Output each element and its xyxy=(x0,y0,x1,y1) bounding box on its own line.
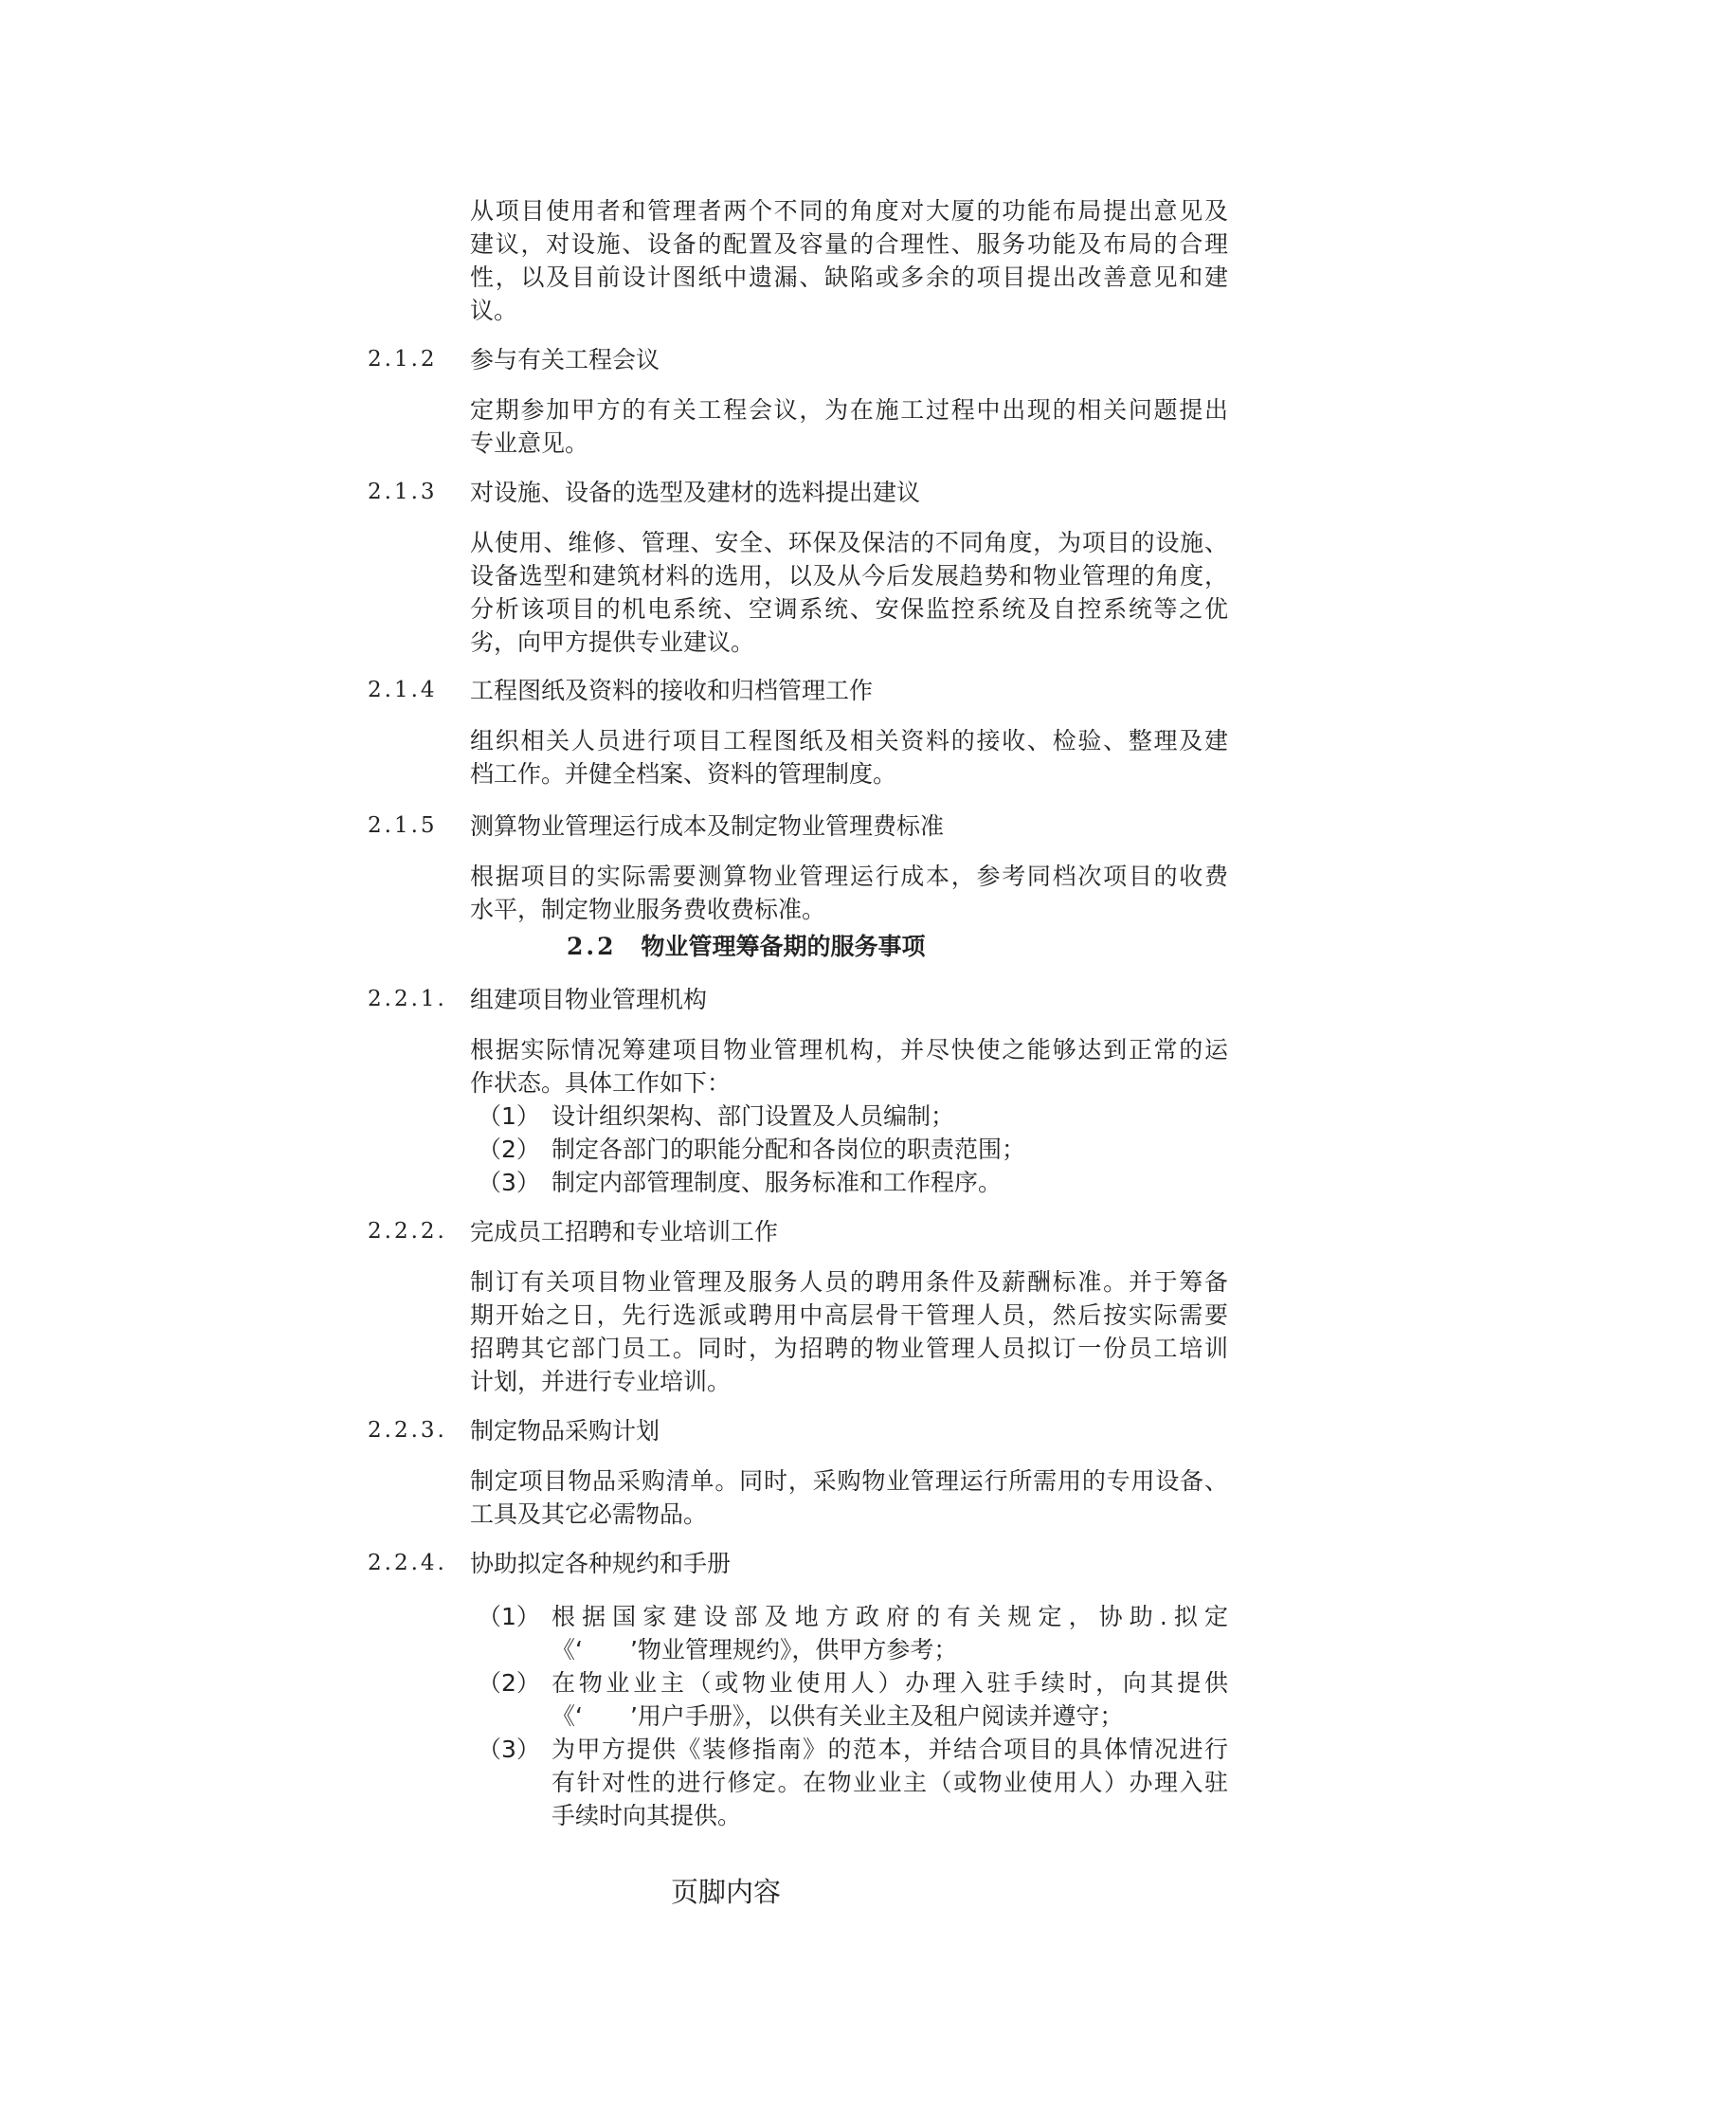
paragraph-line: 为甲方提供《装修指南》的范本，并结合项目的具体情况进行 xyxy=(552,1736,1228,1763)
section-number: 2.1.4 xyxy=(368,678,438,702)
paragraph-line: 作状态。具体工作如下： xyxy=(470,1069,732,1097)
list-item-marker: （1） xyxy=(478,1102,540,1130)
page-footer: 页脚内容 xyxy=(671,1876,782,1908)
paragraph-line: 在物业业主（或物业使用人）办理入驻手续时，向其提供 xyxy=(552,1669,1228,1697)
section-number: 2.1.3 xyxy=(368,480,438,504)
paragraph-line: 招聘其它部门员工。同时，为招聘的物业管理人员拟订一份员工培训 xyxy=(470,1335,1228,1362)
paragraph-line: 档工作。并健全档案、资料的管理制度。 xyxy=(470,760,897,788)
paragraph-line: 专业意见。 xyxy=(470,429,589,457)
list-item-marker: （3） xyxy=(478,1736,540,1763)
paragraph-line: 有针对性的进行修定。在物业业主（或物业使用人）办理入驻 xyxy=(552,1769,1228,1796)
intro-paragraph xyxy=(470,194,1228,327)
paragraph-line: 根据国家建设部及地方政府的有关规定，协助.拟定 xyxy=(552,1603,1228,1630)
section-title: 测算物业管理运行成本及制定物业管理费标准 xyxy=(470,812,945,840)
section-title: 制定物品采购计划 xyxy=(470,1417,660,1445)
list-item-text xyxy=(552,1666,1228,1733)
section-number: 2.2.2. xyxy=(368,1219,447,1244)
paragraph-line: 工具及其它必需物品。 xyxy=(470,1500,708,1528)
paragraph-line: 根据项目的实际需要测算物业管理运行成本，参考同档次项目的收费 xyxy=(470,863,1228,890)
section-title: 完成员工招聘和专业培训工作 xyxy=(470,1218,779,1245)
section-title-text: 物业管理筹备期的服务事项 xyxy=(641,933,926,960)
paragraph-line: 制定项目物品采购清单。同时，采购物业管理运行所需用的专用设备、 xyxy=(470,1467,1228,1495)
list-item-marker: （3） xyxy=(478,1169,540,1196)
paragraph-line: 设备选型和建筑材料的选用，以及从今后发展趋势和物业管理的角度， xyxy=(470,562,1228,590)
list-item-text: 设计组织架构、部门设置及人员编制； xyxy=(552,1102,955,1130)
paragraph-line: 期开始之日，先行选派或聘用中高层骨干管理人员，然后按实际需要 xyxy=(470,1301,1228,1329)
section-number: 2.2.4. xyxy=(368,1551,447,1575)
paragraph-line: 《‘ ’物业管理规约》，供甲方参考； xyxy=(552,1636,958,1663)
paragraph-line: 定期参加甲方的有关工程会议，为在施工过程中出现的相关问题提出 xyxy=(470,396,1228,424)
paragraph-line: 《‘ ’用户手册》，以供有关业主及租户阅读并遵守； xyxy=(552,1702,1124,1730)
section-title: 参与有关工程会议 xyxy=(470,346,660,373)
paragraph-line: 手续时向其提供。 xyxy=(552,1802,742,1829)
paragraph-line: 分析该项目的机电系统、空调系统、安保监控系统及自控系统等之优 xyxy=(470,595,1228,623)
list-item-text: 制定各部门的职能分配和各岗位的职责范围； xyxy=(552,1136,1026,1163)
paragraph-line: 议。 xyxy=(470,297,518,324)
paragraph-line: 建议，对设施、设备的配置及容量的合理性、服务功能及布局的合理 xyxy=(470,230,1228,258)
list-item-text xyxy=(552,1600,1228,1666)
list-item-marker: （2） xyxy=(478,1669,540,1697)
paragraph-line: 劣，向甲方提供专业建议。 xyxy=(470,628,755,656)
section-paragraph-2-2-1 xyxy=(470,1033,1228,1100)
section-paragraph-2-1-4 xyxy=(470,724,1228,791)
section-paragraph-2-1-5 xyxy=(470,860,1228,926)
paragraph-line: 水平，制定物业服务费收费标准。 xyxy=(470,896,826,923)
paragraph-line: 计划，并进行专业培训。 xyxy=(470,1368,732,1395)
section-number: 2.2 xyxy=(567,933,617,960)
section-paragraph-2-1-3 xyxy=(470,526,1228,659)
section-title: 对设施、设备的选型及建材的选料提出建议 xyxy=(470,479,921,506)
section-title-2-2 xyxy=(567,928,926,962)
section-title: 组建项目物业管理机构 xyxy=(470,986,708,1013)
paragraph-line: 从使用、维修、管理、安全、环保及保洁的不同角度，为项目的设施、 xyxy=(470,529,1228,556)
list-item-marker: （1） xyxy=(478,1603,540,1630)
list-item-marker: （2） xyxy=(478,1136,540,1163)
section-number: 2.1.2 xyxy=(368,347,438,372)
section-number: 2.2.1. xyxy=(368,987,447,1011)
list-item-text xyxy=(552,1733,1228,1832)
paragraph-line: 性，以及目前设计图纸中遗漏、缺陷或多余的项目提出改善意见和建 xyxy=(470,264,1228,291)
paragraph-line: 根据实际情况筹建项目物业管理机构，并尽快使之能够达到正常的运 xyxy=(470,1036,1228,1064)
paragraph-line: 组织相关人员进行项目工程图纸及相关资料的接收、检验、整理及建 xyxy=(470,727,1228,754)
section-paragraph-2-2-2 xyxy=(470,1265,1228,1398)
section-number: 2.2.3. xyxy=(368,1418,447,1443)
section-number: 2.1.5 xyxy=(368,813,438,838)
section-paragraph-2-1-2 xyxy=(470,393,1228,460)
section-title: 工程图纸及资料的接收和归档管理工作 xyxy=(470,677,874,704)
paragraph-line: 制订有关项目物业管理及服务人员的聘用条件及薪酬标准。并于筹备 xyxy=(470,1268,1228,1296)
paragraph-line: 从项目使用者和管理者两个不同的角度对大厦的功能布局提出意见及 xyxy=(470,197,1228,225)
section-title: 协助拟定各种规约和手册 xyxy=(470,1550,732,1577)
section-paragraph-2-2-3 xyxy=(470,1464,1228,1531)
list-item-text: 制定内部管理制度、服务标准和工作程序。 xyxy=(552,1169,1003,1196)
